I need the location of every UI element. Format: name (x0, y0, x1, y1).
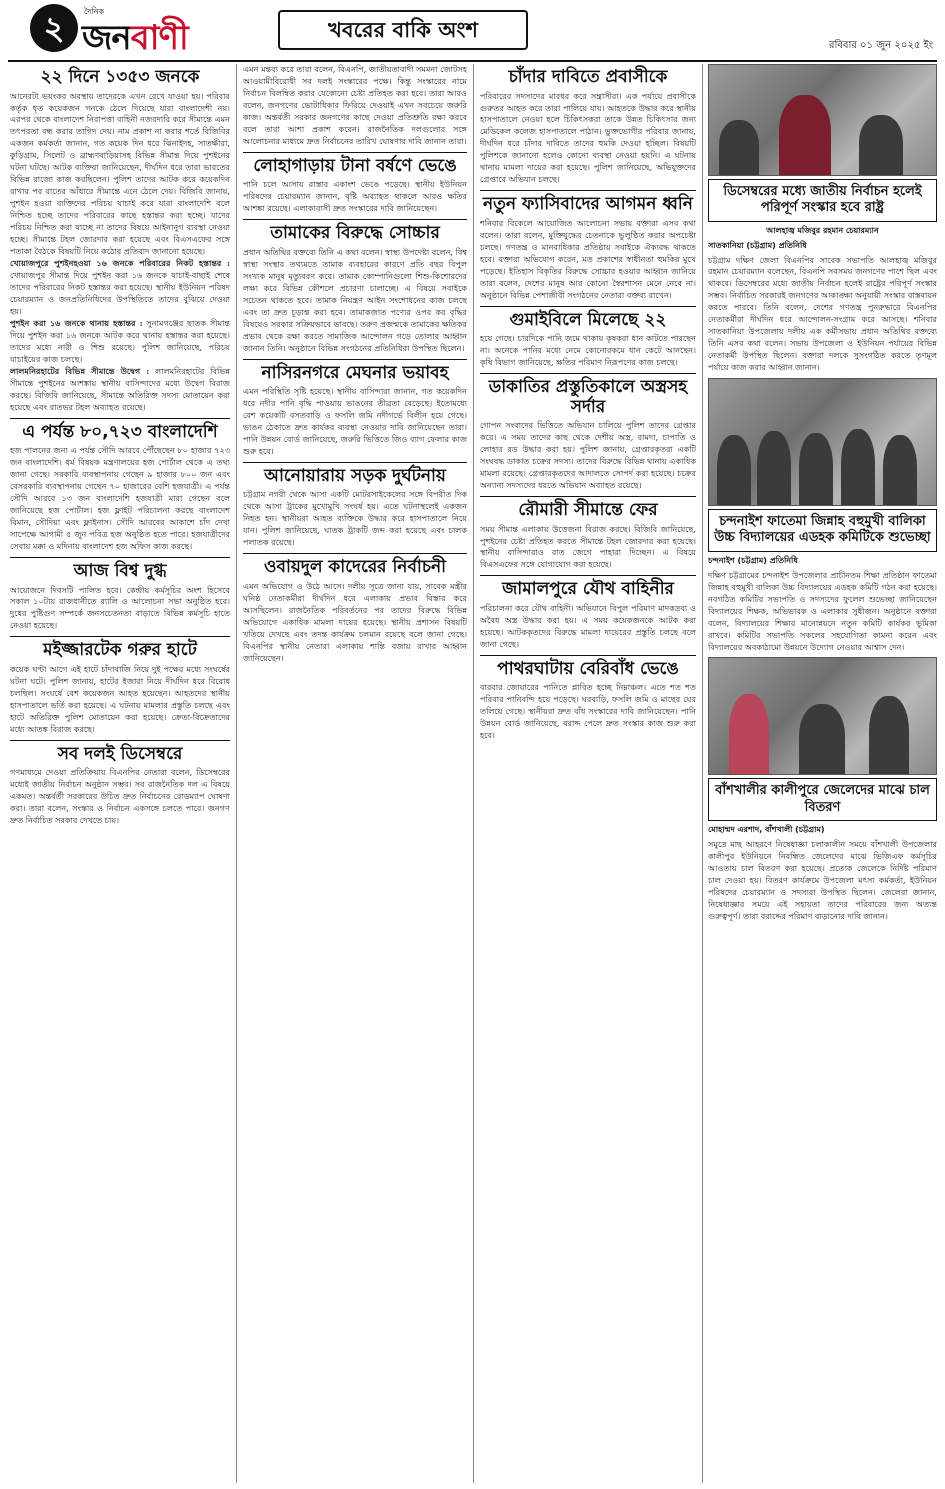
headline: রৌমারী সীমান্তে ফের (480, 496, 696, 521)
headline: ডিসেম্বরের মধ্যে জাতীয় নির্বাচন হলেই পরিপূর্ণ সংস্কার হবে রাষ্ট্র (708, 179, 937, 222)
headline: তামাকের বিরুদ্ধে সোচ্চার (243, 219, 467, 244)
headline: পাথরঘাটায় বেরিবাঁধ ভেঙে (480, 655, 696, 680)
article-body: চট্টগ্রাম দক্ষিণ জেলা বিএনপির সাবেক সভাপতি আলহাজ্ব মজিবুর রহমান চেয়ারম্যান বলেছেন, বিএনপি সবসময় জনগণের পাশে ছিল এবং থাকবে। ডিসেম্বরের মধ্যে জাতীয় নির্বাচন হলেই রাষ্ট্রের পরিপূর্ণ সংস্কার সম্ভব। নির্বাচিত সরকারই জনগণের আকাঙ্ক্ষা অনুযায়ী সংস্কার বাস্তবায়ন করতে পারবে। তিনি বলেন, দেশের গণতন্ত্র পুনরুদ্ধারে বিএনপির নেতাকর্মীরা দীর্ঘদিন ধরে আন্দোলন-সংগ্রাম করে আসছে। শনিবার সাতকানিয়া উপজেলায় দলীয় এক কর্মীসভায় প্রধান অতিথির বক্তব্যে তিনি এসব কথা বলেন। সভায় উপজেলা ও ইউনিয়ন পর্যায়ের বিভিন্ন নেতাকর্মী উপস্থিত ছিলেন। বক্তারা দলকে সুসংগঠিত করতে তৃণমূল পর্যায়ে কাজ করার আহ্বান জানান। (708, 254, 937, 373)
headline: আজ বিশ্ব দুগ্ধ (10, 557, 230, 582)
subhead: লালমনিরহাটের বিভিন্ন সীমান্তে উদ্বেগ : (10, 365, 150, 376)
article-body: পরিচালনা করে যৌথ বাহিনী। অভিযানে বিপুল পরিমাণ মাদকদ্রব্য ও অবৈধ অস্ত্র উদ্ধার করা হয়। এ সময় কয়েকজনকে আটক করা হয়েছে। আটককৃতদের বিরুদ্ধে মামলা দায়েরের প্রস্তুতি চলছে বলে জানা গেছে। (480, 602, 696, 649)
reporter-credit: মোহাম্মদ এরশাদ, বাঁশখালী (চট্টগ্রাম) (708, 824, 825, 834)
article-body: পরিবারের সদস্যদের মারধর করে সন্ত্রাসীরা। এক পর্যায়ে প্রবাসীকে গুরুতর আহত করে তারা পালিয়ে যায়। আহতকে উদ্ধার করে স্থানীয় হাসপাতালে নেওয়া হলে চিকিৎসকরা তাকে উন্নত চিকিৎসার জন্য মেডিকেল কলেজ হাসপাতালে পাঠান। ভুক্তভোগীর পরিবার জানায়, দীর্ঘদিন ধরে চাঁদার দাবিতে তাদের হুমকি দেওয়া হচ্ছিল। বিষয়টি পুলিশকে জানানো হলেও কোনো ব্যবস্থা নেওয়া হয়নি। এ ঘটনায় থানায় মামলা দায়ের করা হয়েছে। পুলিশ জানিয়েছে, অভিযুক্তদের গ্রেপ্তারে অভিযান চলছে। (480, 90, 696, 185)
article-body: গণমাধ্যমে দেওয়া প্রতিক্রিয়ায় বিএনপির নেতারা বলেন, ডিসেম্বরের মধ্যেই জাতীয় নির্বাচন অনুষ্ঠান সম্ভব। সব রাজনৈতিক দল এ বিষয়ে একমত। অন্তর্বর্তী সরকারের উচিত দ্রুত নির্বাচনের রোডম্যাপ ঘোষণা করা। তারা বলেন, সংস্কার ও নির্বাচন একসঙ্গে চলতে পারে। জনগণ দ্রুত নির্বাচিত সরকার দেখতে চায়। (10, 767, 230, 826)
news-photo (708, 64, 937, 176)
dateline: রবিবার ০১ জুন ২০২৫ ইং (828, 40, 933, 51)
headline: মইজ্জারটেক গরুর হাটে (10, 636, 230, 661)
subhead: পুশইন করা ১৬ জনকে থানায় হস্তান্তর : (10, 317, 143, 328)
masthead (8, 4, 937, 62)
headline: এ পর্যন্ত ৮০,৭২৩ বাংলাদেশি (10, 418, 230, 443)
column-2 (243, 64, 467, 1483)
headline: সব দলই ডিসেম্বরে (10, 740, 230, 765)
article-body: পানি চলে আসায় রাস্তার একাংশ ভেঙে পড়েছে। স্থানীয় ইউনিয়ন পরিষদের চেয়ারম্যান জানান, বৃষ্টি অব্যাহত থাকলে আরও ক্ষতির আশঙ্কা রয়েছে। এলাকাবাসী দ্রুত সংস্কারের দাবি জানিয়েছেন। (243, 179, 467, 214)
headline: লোহাগাড়ায় টানা বর্ষণে ভেঙে (243, 152, 467, 177)
reporter-credit: চন্দনাইশ (চট্টগ্রাম) প্রতিনিধি (708, 555, 798, 565)
headline: নতুন ফ্যাসিবাদের আগমন ধ্বনি (480, 190, 696, 215)
headline: জামালপুরে যৌথ বাহিনীর (480, 575, 696, 600)
article-body: আনেরটা ভয়ংকর অবস্থায় তাদেরকে এখন রেখে যাওয়া হয়। পরিবার কর্তৃক ধৃত কয়েকজন গনকে ঠেলে দিয়েছে যারা বাংলাদেশী নয়। এরপর থেকে বাংলাদেশ নিরাপত্তা বাহিনী নজরদারি করে সীমান্তে এমন তৎপরতা বন্ধ করার তাগিদ দেয়। নাম প্রকাশ না করার শর্তে বিজিবির একজন কর্মকর্তা জানান, গত কয়েক দিন ধরে ঝিনাইদহ, সাতক্ষীরা, কুড়িগ্রাম, সিলেট ও ব্রাহ্মণবাড়িয়াসহ বিভিন্ন সীমান্ত দিয়ে পুশইনের ঘটনা ঘটছে। আটক ব্যক্তিরা জানিয়েছেন, দীর্ঘদিন ধরে তারা ভারতের বিভিন্ন রাজ্যে কাজ করছিলেন। পুলিশ তাদের আটক করে কয়েকদিন রাখার পর রাতের আঁধারে সীমান্তে এনে ঠেলে দেয়। বিজিবি জানায়, পুশইন হওয়া ব্যক্তিদের পরিচয় যাচাই করে যারা বাংলাদেশি বলে নিশ্চিত হচ্ছে তাদের পরিবারের কাছে হস্তান্তর করা হচ্ছে। যাদের পরিচয় নিশ্চিত করা যাচ্ছে না তাদের বিষয়ে আইনানুগ ব্যবস্থা নেওয়া হচ্ছে। সীমান্তে টহল জোরদার করা হয়েছে এবং বিএসএফের সঙ্গে পতাকা বৈঠকে বিষয়টি নিয়ে কঠোর প্রতিবাদ জানানো হয়েছে। (10, 90, 230, 257)
logo-part-2: বাণী (130, 18, 188, 58)
article-body: হয়ে গেছে। চারদিকে পানি জমে থাকায় কৃষকরা ধান কাটতে পারছেন না। অনেকে পানির মধ্যে নেমে কোনোরকমে ধান কেটে আনছেন। কৃষি বিভাগ জানিয়েছে, ক্ষতির পরিমাণ নিরূপণের কাজ চলছে। (480, 333, 696, 368)
article-body: দক্ষিণ চট্টগ্রামের চন্দনাইশ উপজেলার প্রাচীনতম শিক্ষা প্রতিষ্ঠান ফাতেমা জিন্নাহ বহুমুখী বালিকা উচ্চ বিদ্যালয়ের এডহক কমিটি গঠন করা হয়েছে। নবগঠিত কমিটির সভাপতি ও সদস্যদের ফুলেল শুভেচ্ছা জানিয়েছেন বিদ্যালয়ের শিক্ষক, অভিভাবক ও এলাকার সুধীজন। অনুষ্ঠানে বক্তারা বলেন, বিদ্যালয়ের শিক্ষার মানোন্নয়নে নতুন কমিটি কার্যকর ভূমিকা রাখবে। কমিটির সভাপতি সকলের সহযোগিতা কামনা করেন এবং বিদ্যালয়ের অবকাঠামো উন্নয়নে উদ্যোগ নেওয়ার আশ্বাস দেন। (708, 569, 937, 652)
headline: চাঁদার দাবিতে প্রবাসীকে (508, 67, 668, 87)
quote-byline: আলহাজ্ব মজিবুর রহমান চেয়ারম্যান (766, 225, 879, 235)
section-title: খবরের বাকি অংশ (278, 10, 528, 50)
article-body: এমন অভিযোগ ও উঠে আসে। দলীয় সূত্রে জানা যায়, সাবেক মন্ত্রীর ঘনিষ্ঠ নেতাকর্মীরা দীর্ঘদিন ধরে এলাকায় প্রভাব বিস্তার করে আসছিলেন। রাজনৈতিক পরিবর্তনের পর তাদের বিরুদ্ধে বিভিন্ন অভিযোগে একাধিক মামলা দায়ের হয়েছে। স্থানীয় প্রশাসন বিষয়টি খতিয়ে দেখছে এবং তদন্ত কার্যক্রম চলমান রয়েছে বলে জানা গেছে। বিএনপির স্থানীয় নেতারা এলাকায় শান্তি বজায় রাখার আহ্বান জানিয়েছেন। (243, 580, 467, 663)
column-rule (236, 64, 237, 1483)
article-body: গোপন সংবাদের ভিত্তিতে অভিযান চালিয়ে পুলিশ তাদের গ্রেপ্তার করে। এ সময় তাদের কাছ থেকে দেশীয় অস্ত্র, রামদা, চাপাতি ও লোহার রড উদ্ধার করা হয়। পুলিশ জানায়, গ্রেপ্তারকৃতরা একটি সংঘবদ্ধ ডাকাত চক্রের সদস্য। তাদের বিরুদ্ধে বিভিন্ন থানায় একাধিক মামলা রয়েছে। গ্রেপ্তারকৃতদের আদালতে সোপর্দ করা হয়েছে। চক্রের অন্যান্য সদস্যদের ধরতে অভিযান অব্যাহত রয়েছে। (480, 420, 696, 491)
headline: আনোয়ারায় সড়ক দুর্ঘটনায় (243, 462, 467, 487)
column-rule (702, 64, 703, 1483)
column-3 (480, 64, 696, 1483)
news-photo (708, 657, 937, 775)
article-body: হজ পালনের জন্য এ পর্যন্ত সৌদি আরবে পৌঁছেছেন ৮০ হাজার ৭২৩ জন বাংলাদেশি। ধর্ম বিষয়ক মন্ত্রণালয়ের হজ পোর্টাল থেকে এ তথ্য জানা গেছে। সরকারি ব্যবস্থাপনায় গেছেন ৯ হাজার ৮০০ জন এবং বেসরকারি ব্যবস্থাপনায় গেছেন ৭০ হাজারের বেশি হজযাত্রী। এ পর্যন্ত সৌদি আরবে ১৩ জন বাংলাদেশি হজযাত্রী মারা গেছেন বলে জানিয়েছে হজ পোর্টাল। হজ ফ্লাইট পরিচালনা করছে বাংলাদেশ বিমান, সৌদিয়া এবং ফ্লাইনাস। সৌদি আরবের আকাশে চাঁদ দেখা সাপেক্ষে আগামী ৫ জুন পবিত্র হজ অনুষ্ঠিত হতে পারে। হজযাত্রীদের সেবায় মক্কা ও মদিনায় বাংলাদেশ হজ অফিস কাজ করছে। (10, 445, 230, 551)
newspaper-logo (82, 12, 188, 69)
reporter-credit: সাতকানিয়া (চট্টগ্রাম) প্রতিনিধি (708, 240, 807, 250)
article-body: চট্টগ্রাম নগরী থেকে আসা একটি মোটরসাইকেলের সঙ্গে বিপরীত দিক থেকে আসা ট্রাকের মুখোমুখি সংঘর্ষ হয়। এতে ঘটনাস্থলেই একজন নিহত হন। স্থানীয়রা আহত ব্যক্তিকে উদ্ধার করে হাসপাতালে নিয়ে যান। পুলিশ জানিয়েছে, ঘাতক ট্রাকটি জব্দ করা হয়েছে এবং চালক পলাতক রয়েছে। (243, 489, 467, 548)
article-body: এমন মন্তব্য করে তারা বলেন, বিএনপি, জাতীয়তাবাদী সমমনা জোটসহ আওয়ামীবিরোধী সব দলই সংস্কারের পক্ষে। কিন্তু সংস্কারের নামে নির্বাচন বিলম্বিত করার যেকোনো চেষ্টা প্রতিহত করা হবে। তারা আরও বলেন, জনগণের ভোটাধিকার ফিরিয়ে দেওয়াই এখন সবচেয়ে জরুরি কাজ। অন্তর্বর্তী সরকার জনগণের কাছে দেওয়া প্রতিশ্রুতি রক্ষা করবে বলে তারা আশা প্রকাশ করেন। রাজনৈতিক দলগুলোর সঙ্গে আলোচনার মাধ্যমে দ্রুত নির্বাচনের তারিখ ঘোষণার দাবি জানান তারা। (243, 64, 467, 146)
logo-tagline: দৈনিক (84, 7, 105, 16)
headline: ২২ দিনে ১৩৫৩ জনকে (40, 67, 200, 87)
headline: বাঁশখালীর কালীপুরে জেলেদের মাঝে চাল বিতরণ (708, 778, 937, 821)
article-body: শনিবার বিকেলে আয়োজিত আলোচনা সভায় বক্তারা এসব কথা বলেন। তারা বলেন, মুক্তিযুদ্ধের চেতনাকে ভুলুণ্ঠিত করার অপচেষ্টা চলছে। গণতন্ত্র ও মানবাধিকার প্রতিষ্ঠায় সবাইকে ঐক্যবদ্ধ থাকতে হবে। বক্তারা অভিযোগ করেন, মত প্রকাশের স্বাধীনতা হুমকির মুখে পড়েছে। ইতিহাস বিকৃতির বিরুদ্ধে সোচ্চার হওয়ার আহ্বান জানিয়ে তারা বলেন, দেশের মানুষ আর কোনো স্বৈরশাসন মেনে নেবে না। অনুষ্ঠানে বিভিন্ন পেশাজীবী সংগঠনের নেতারা বক্তব্য রাখেন। (480, 217, 696, 300)
page-number: ২ (30, 4, 78, 52)
article-body: আয়োজনে দিবসটি পালিত হবে। কেন্দ্রীয় কর্মসূচির অংশ হিসেবে সকাল ১০টায় রাজধানীতে র‍্যালি ও আলোচনা সভা অনুষ্ঠিত হবে। দুধের পুষ্টিগুণ সম্পর্কে জনসচেতনতা বাড়াতে বিভিন্ন কর্মসূচি হাতে নেওয়া হয়েছে। (10, 584, 230, 631)
article-body: প্রধান অতিথির বক্তব্যে তিনি এ কথা বলেন। স্বাস্থ্য উপদেষ্টা বলেন, বিশ্ব স্বাস্থ্য সংস্থার তথ্যমতে তামাক ব্যবহারের কারণে প্রতি বছর বিপুল সংখ্যক মানুষ মৃত্যুবরণ করে। তামাক কোম্পানিগুলো শিশু-কিশোরদের লক্ষ্য করে বিভিন্ন কৌশলে প্রচারণা চালাচ্ছে। এ বিষয়ে সবাইকে সচেতন থাকতে হবে। তামাক নিয়ন্ত্রণ আইন সংশোধনের কাজ চলছে এবং তা দ্রুত চূড়ান্ত করা হবে। তামাকজাত পণ্যের ওপর কর বৃদ্ধির বিষয়েও সরকার সক্রিয়ভাবে ভাবছে। তরুণ প্রজন্মকে তামাকের ক্ষতিকর প্রভাব থেকে রক্ষা করতে সামাজিক আন্দোলন গড়ে তোলার আহ্বান জানান তিনি। অনুষ্ঠানে বিভিন্ন সংগঠনের প্রতিনিধিরা উপস্থিত ছিলেন। (243, 246, 467, 353)
column-1 (10, 64, 230, 1483)
headline: নাসিরনগরে মেঘনার ভয়াবহ (243, 359, 467, 384)
article-body: এমন পরিস্থিতি সৃষ্টি হয়েছে। স্থানীয় বাসিন্দারা জানান, গত কয়েকদিন ধরে নদীর পানি বৃদ্ধি পাওয়ায় ভাঙনের তীব্রতা বেড়েছে। ইতোমধ্যে বেশ কয়েকটি বসতবাড়ি ও ফসলি জমি নদীগর্ভে বিলীন হয়ে গেছে। ভাঙন ঠেকাতে দ্রুত কার্যকর ব্যবস্থা নেওয়ার দাবি জানিয়েছেন তারা। পানি উন্নয়ন বোর্ড জানিয়েছে, জরুরি ভিত্তিতে জিও ব্যাগ ফেলার কাজ শুরু হবে। (243, 386, 467, 456)
headline: চন্দনাইশ ফাতেমা জিন্নাহ বহুমুখী বালিকা উচ্চ বিদ্যালয়ের এডহক কমিটিকে শুভেচ্ছা (708, 509, 937, 552)
article-body: লালমনিরহাটের বিভিন্ন সীমান্তে পুশইনের আশঙ্কায় স্থানীয় বাসিন্দাদের মধ্যে উদ্বেগ বিরাজ করছে। বিজিবি জানিয়েছে, সীমান্তে অতিরিক্ত সদস্য মোতায়েন করা হয়েছে এবং রাতভর টহল অব্যাহত রয়েছে। (10, 365, 230, 412)
article-body: খোয়াজপুর সীমান্ত দিয়ে পুশইন করা ১৬ জনকে যাচাই-বাছাই শেষে তাদের পরিবারের নিকট হস্তান্তর করা হয়েছে। স্থানীয় ইউনিয়ন পরিষদ চেয়ারম্যান ও জনপ্রতিনিধিদের উপস্থিতিতে তাদের বুঝিয়ে দেওয়া হয়। (10, 270, 230, 316)
news-photo (708, 378, 937, 506)
article-body: সমুদ্রে মাছ আহরণে নিষেধাজ্ঞা চলাকালীন সময়ে বাঁশখালী উপজেলার কালীপুর ইউনিয়নে নিবন্ধিত জেলেদের মাঝে ভিজিএফ কর্মসূচির আওতায় চাল বিতরণ করা হয়েছে। প্রত্যেক জেলেকে নির্দিষ্ট পরিমাণ চাল দেওয়া হয়। বিতরণ কার্যক্রমে উপজেলা মৎস্য কর্মকর্তা, ইউনিয়ন পরিষদের চেয়ারম্যান ও সদস্যরা উপস্থিত ছিলেন। জেলেরা জানান, নিষেধাজ্ঞার সময়ে এই সহায়তা তাদের পরিবারের জন্য অত্যন্ত গুরুত্বপূর্ণ। তারা বরাদ্দের পরিমাণ বাড়ানোর দাবি জানান। (708, 838, 937, 921)
headline: গুমাইবিলে মিলেছে ২২ (480, 306, 696, 331)
logo-part-1: জন (82, 18, 131, 58)
column-rule (473, 64, 474, 1483)
article-body: সময় সীমান্ত এলাকায় উত্তেজনা বিরাজ করছে। বিজিবি জানিয়েছে, পুশইনের চেষ্টা প্রতিহত করতে সীমান্তে টহল জোরদার করা হয়েছে। স্থানীয় বাসিন্দারাও রাত জেগে পাহারা দিচ্ছেন। এ বিষয়ে বিএসএফের সঙ্গে যোগাযোগ করা হয়েছে। (480, 523, 696, 570)
article-body: বারবার জোয়ারের পানিতে প্লাবিত হচ্ছে নিম্নাঞ্চল। এতে শত শত পরিবার পানিবন্দি হয়ে পড়েছে। ঘরবাড়ি, ফসলি জমি ও মাছের ঘের তলিয়ে গেছে। স্থানীয়রা দ্রুত বাঁধ সংস্কারের দাবি জানিয়েছেন। পানি উন্নয়ন বোর্ড জানিয়েছে, বরাদ্দ পেলে দ্রুত সংস্কার কাজ শুরু করা হবে। (480, 682, 696, 741)
column-4 (708, 64, 937, 1483)
headline: ডাকাতির প্রস্তুতিকালে অস্ত্রসহ সর্দার (480, 373, 696, 417)
article-body: সুনামগঞ্জের ছাতক সীমান্ত দিয়ে পুশইন করা ১৬ জনকে আটক করে থানায় হস্তান্তর করা হয়েছে। তাদের মধ্যে নারী ও শিশু রয়েছে। পুলিশ জানিয়েছে, পরিচয় যাচাইয়ের কাজ চলছে। (10, 317, 230, 364)
headline: ওবায়দুল কাদেরের নির্বাচনী (243, 553, 467, 578)
article-body: কয়েক ঘণ্টা আগে এই হাটে চাঁদাবাজি নিয়ে দুই পক্ষের মধ্যে সংঘর্ষের ঘটনা ঘটে। পুলিশ জানায়, হাটের ইজারা নিয়ে দীর্ঘদিন ধরে বিরোধ চলছিল। সংঘর্ষে বেশ কয়েকজন আহত হয়েছেন। আহতদের স্থানীয় হাসপাতালে ভর্তি করা হয়েছে। এ ঘটনায় মামলার প্রস্তুতি চলছে এবং হাটে অতিরিক্ত পুলিশ মোতায়েন করা হয়েছে। ক্রেতা-বিক্রেতাদের মধ্যে আতঙ্ক বিরাজ করছে। (10, 663, 230, 734)
subhead: খোয়াজপুরে পুশইনহওয়া ১৬ জনকে পরিবারের নিকট হস্তান্তর : (10, 258, 230, 269)
